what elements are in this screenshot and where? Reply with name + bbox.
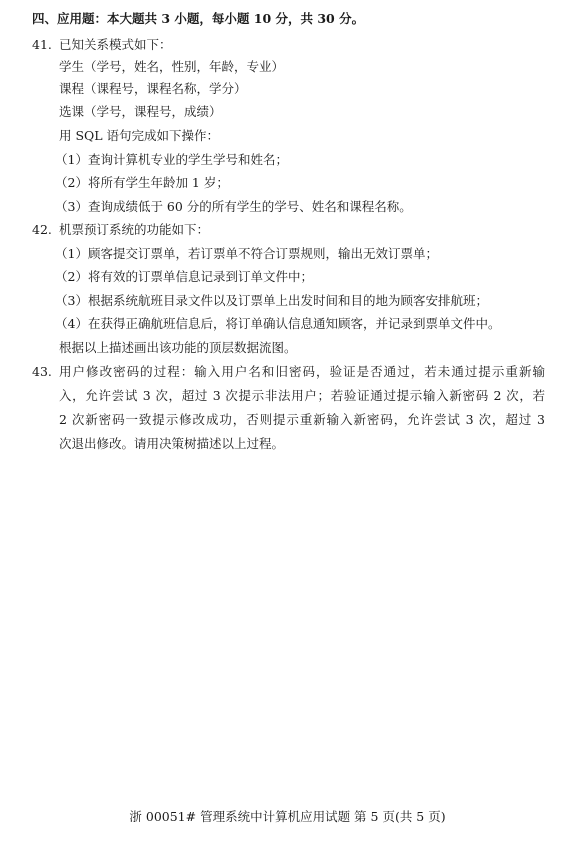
sub-item: （1）顾客提交订票单，若订票单不符合订票规则，输出无效订票单； (55, 246, 438, 261)
schema-line: 学生（学号，姓名，性别，年龄，专业） (59, 59, 285, 74)
page-footer: 浙 00051# 管理系统中计算机应用试题 第 5 页(共 5 页) (129, 809, 446, 824)
sub-item: （1）查询计算机专业的学生学号和姓名； (55, 152, 288, 167)
question-number: 42. (32, 222, 52, 237)
sub-item: （2）将有效的订票单信息记录到订单文件中； (55, 269, 313, 284)
question-text-line: 用户修改密码的过程：输入用户名和旧密码，验证是否通过，若未通过提示重新输 (59, 364, 545, 379)
question-number: 41. (32, 37, 52, 52)
question-text-line: 次退出修改。请用决策树描述以上过程。 (59, 436, 285, 451)
instruction-line: 根据以上描述画出该功能的顶层数据流图。 (59, 340, 297, 355)
question-text-line: 2 次新密码一致提示修改成功，否则提示重新输入新密码，允许尝试 3 次，超过 3 (59, 412, 545, 427)
schema-line: 选课（学号，课程号，成绩） (59, 104, 222, 119)
sub-item: （3）根据系统航班目录文件以及订票单上出发时间和目的地为顾客安排航班； (55, 293, 488, 308)
schema-line: 课程（课程号，课程名称，学分） (59, 81, 247, 96)
question-intro: 已知关系模式如下： (59, 37, 172, 52)
sub-item: （4）在获得正确航班信息后，将订单确认信息通知顾客，并记录到票单文件中。 (55, 316, 501, 331)
question-text-line: 入，允许尝试 3 次，超过 3 次提示非法用户；若验证通过提示输入新密码 2 次，若 (59, 388, 545, 403)
question-number: 43. (32, 364, 52, 379)
question-intro: 机票预订系统的功能如下： (59, 222, 210, 237)
sub-item: （2）将所有学生年龄加 1 岁； (55, 175, 229, 190)
section-title: 四、应用题：本大题共 3 小题，每小题 10 分，共 30 分。 (32, 11, 365, 26)
instruction-line: 用 SQL 语句完成如下操作： (59, 128, 220, 143)
sub-item: （3）查询成绩低于 60 分的所有学生的学号、姓名和课程名称。 (55, 199, 412, 214)
